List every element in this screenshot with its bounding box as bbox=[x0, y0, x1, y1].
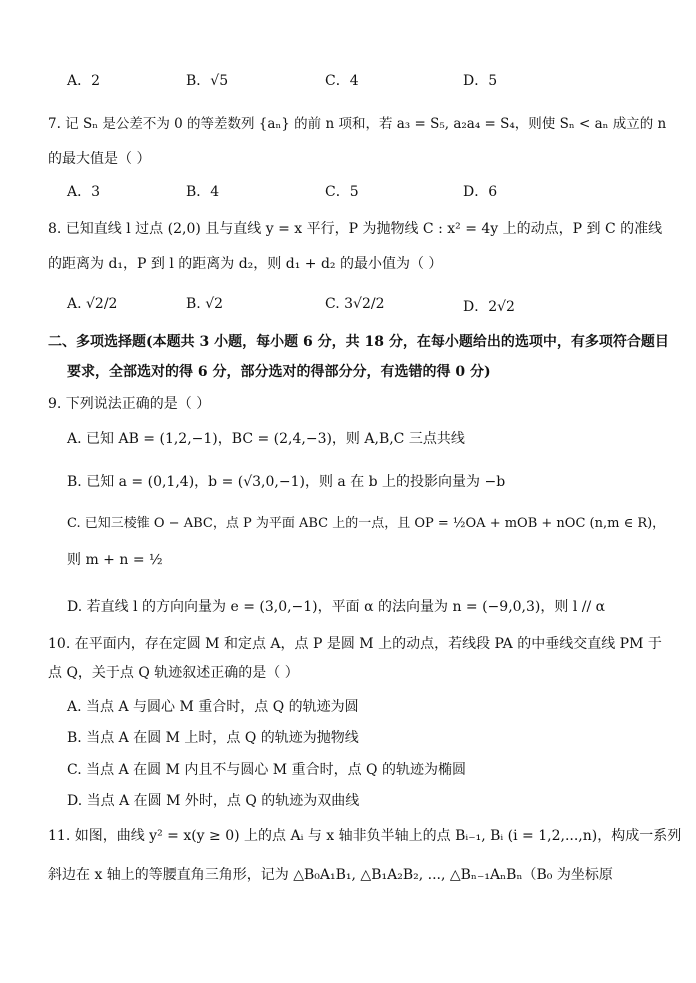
q7-option-a: A．3 bbox=[67, 184, 101, 200]
q10-stem-line2: 点 Q，关于点 Q 轨迹叙述正确的是（ ） bbox=[48, 665, 299, 681]
q10-option-b: B. 当点 A 在圆 M 上时，点 Q 的轨迹为抛物线 bbox=[67, 730, 359, 746]
q10-option-d: D. 当点 A 在圆 M 外时，点 Q 的轨迹为双曲线 bbox=[67, 793, 360, 809]
q8-stem-line2: 的距离为 d₁，P 到 l 的距离为 d₂，则 d₁ + d₂ 的最小值为（ ） bbox=[48, 256, 443, 272]
q7-stem-line2: 的最大值是（ ） bbox=[48, 151, 151, 167]
section-2-line2: 要求，全部选对的得 6 分，部分选对的得部分分，有选错的得 0 分) bbox=[67, 364, 491, 380]
q9-option-c-line2: 则 m + n = ½ bbox=[67, 552, 163, 568]
q11-stem-line2: 斜边在 x 轴上的等腰直角三角形，记为 △B₀A₁B₁, △B₁A₂B₂, ..., △Bₙ₋₁AₙBₙ（B₀ 为坐标原 bbox=[48, 867, 613, 883]
section-2-line1: 二、多项选择题(本题共 3 小题，每小题 6 分，共 18 分，在每小题给出的选项中，有多项符合题目 bbox=[48, 334, 669, 350]
q10-stem-line1: 10. 在平面内，存在定圆 M 和定点 A，点 P 是圆 M 上的动点，若线段 PA 的中垂线交直线 PM 于 bbox=[48, 636, 662, 652]
q10-option-c: C. 当点 A 在圆 M 内且不与圆心 M 重合时，点 Q 的轨迹为椭圆 bbox=[67, 762, 466, 778]
q8-option-d: D．2√2 bbox=[463, 299, 515, 315]
q8-option-c: C. 3√2/2 bbox=[325, 296, 385, 312]
q9-option-a: A. 已知 AB = (1,2,−1)，BC = (2,4,−3)，则 A,B,C 三点共线 bbox=[67, 431, 465, 447]
q9-option-b: B. 已知 a = (0,1,4)，b = (√3,0,−1)，则 a 在 b 上的投影向量为 −b bbox=[67, 474, 506, 490]
q7-option-b: B．4 bbox=[186, 184, 220, 200]
q8-option-a: A. √2/2 bbox=[67, 296, 118, 312]
q7-option-c: C．5 bbox=[325, 184, 359, 200]
q10-option-a: A. 当点 A 与圆心 M 重合时，点 Q 的轨迹为圆 bbox=[67, 699, 359, 715]
q6-option-c: C．4 bbox=[325, 73, 359, 89]
q8-stem-line1: 8. 已知直线 l 过点 (2,0) 且与直线 y = x 平行，P 为抛物线 C : x² = 4y 上的动点，P 到 C 的准线 bbox=[48, 221, 663, 237]
q9-option-c-line1: C. 已知三棱锥 O − ABC，点 P 为平面 ABC 上的一点，且 OP = ½OA + mOB + nOC (n,m ∈ R)， bbox=[67, 516, 666, 531]
q9-stem: 9. 下列说法正确的是（ ） bbox=[48, 396, 211, 412]
q7-option-d: D．6 bbox=[463, 184, 498, 200]
q6-option-b: B．√5 bbox=[186, 73, 229, 89]
q11-stem-line1: 11. 如图，曲线 y² = x(y ≥ 0) 上的点 Aᵢ 与 x 轴非负半轴上的点 Bᵢ₋₁, Bᵢ (i = 1,2,...,n)，构成一系列 bbox=[48, 828, 682, 844]
q6-option-d: D．5 bbox=[463, 73, 498, 89]
q8-option-b: B. √2 bbox=[186, 296, 224, 312]
q7-stem-line1: 7. 记 Sₙ 是公差不为 0 的等差数列 {aₙ} 的前 n 项和，若 a₃ = S₅, a₂a₄ = S₄，则使 Sₙ < aₙ 成立的 n bbox=[48, 116, 667, 132]
q9-option-d: D. 若直线 l 的方向向量为 e = (3,0,−1)，平面 α 的法向量为 n = (−9,0,3)，则 l // α bbox=[67, 599, 606, 615]
q6-option-a: A．2 bbox=[67, 73, 101, 89]
